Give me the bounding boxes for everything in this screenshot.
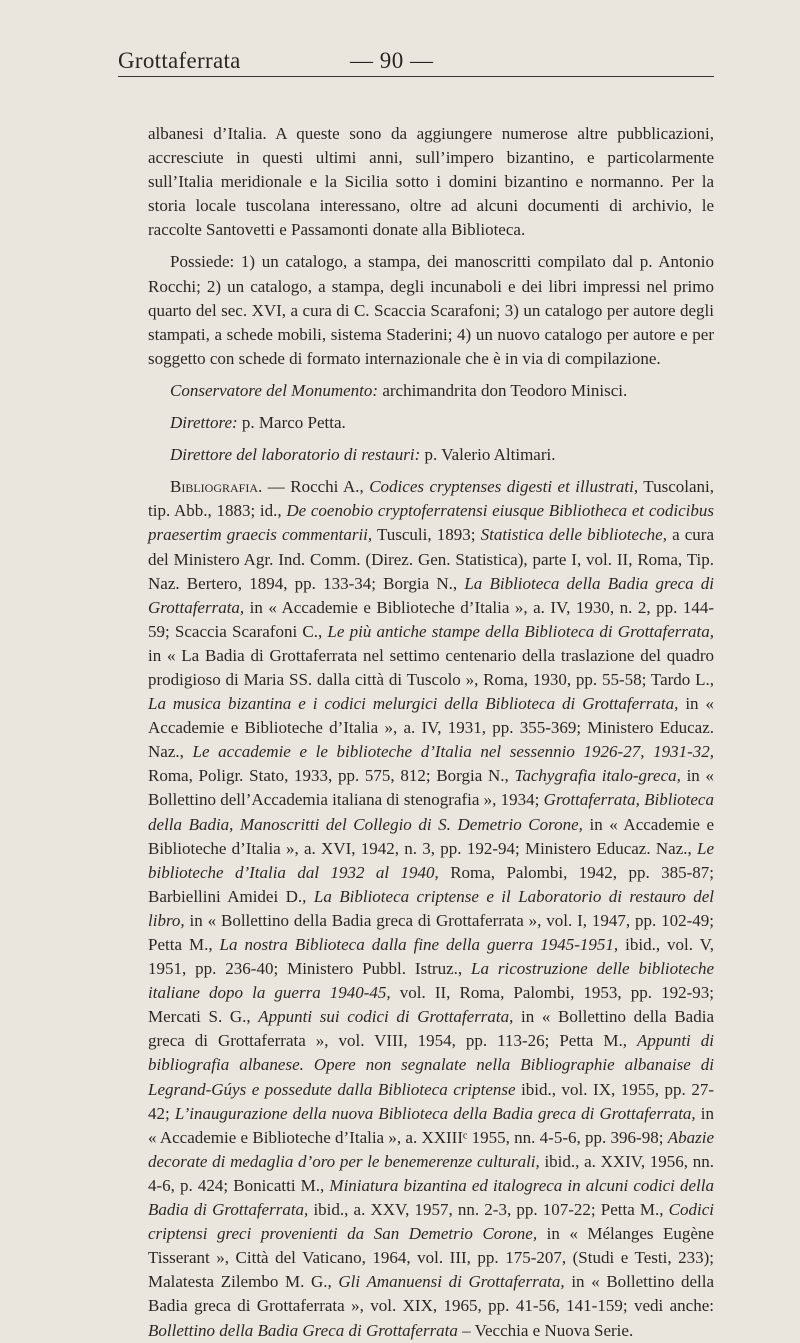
- bib-title: Bollettino della Badia Greca di Grottaferrata: [148, 1320, 458, 1340]
- bib-title: L’inaugurazione della nuova Biblioteca della Badia greca di Grottaferrata,: [174, 1103, 696, 1123]
- bib-seg: in « La Badia di Grottaferrata nel settimo centenario della traslazione del quadro prodigioso di Maria SS. dalla città di Tuscolo », Roma, 1930, pp. 55-58; Tardo L.,: [148, 645, 714, 689]
- conservatore-value: archimandrita don Teodoro Minisci.: [382, 380, 628, 400]
- bib-title: Appunti di bibliografia albanese. Opere non segnalate nella Bibliographie albanaise di Legrand-Gúys e possedute dalla Biblioteca criptense: [148, 1031, 714, 1099]
- bib-title: La nostra Biblioteca dalla fine della guerra 1945-1951,: [219, 935, 619, 954]
- body-text: [148, 122, 714, 1343]
- bib-title: Appunti sui codici di Grottaferrata,: [258, 1007, 514, 1027]
- bib-seg: in « Accademie e Biblioteche d’Italia », a. XXIIIᶜ 1955, nn. 4-5-6, pp. 396-98;: [148, 1103, 714, 1147]
- bib-seg: — Rocchi A.,: [262, 477, 370, 497]
- laboratorio-line: [148, 443, 714, 467]
- bib-seg: – Vecchia e Nuova Serie.: [457, 1320, 634, 1340]
- bib-seg: ibid., vol. IX, 1955, pp. 27-42;: [148, 1079, 714, 1123]
- bib-seg: ibid., vol. V, 1951, pp. 236-40; Ministero Pubbl. Istruz.,: [148, 935, 714, 979]
- bib-seg: Roma, Palombi, 1942, pp. 385-87; Barbiellini Amidei D.,: [148, 862, 714, 906]
- running-head: Grottaferrata: [118, 48, 241, 73]
- direttore-label: Direttore:: [170, 413, 238, 433]
- bib-seg: in « Accademie e Biblioteche d’Italia », a. XVI, 1942, n. 3, pp. 192-94; Ministero Educaz. Naz.,: [148, 814, 714, 858]
- bib-seg: in « Mélanges Eugène Tisserant », Città del Vaticano, 1964, vol. III, pp. 175-207, (Studi e Testi, 233); Malatesta Zilembo M. G.,: [148, 1224, 714, 1292]
- bib-title: Le accademie e le biblioteche d’Italia nel sessennio 1926-27, 1931-32,: [192, 742, 714, 762]
- bib-seg: a cura del Ministero Agr. Ind. Comm. (Direz. Gen. Statistica), parte I, vol. II, Roma, Tip. Naz. Bertero, 1894, pp. 133-34; Borgia N.,: [148, 525, 715, 593]
- bib-title: Abazie decorate di medaglia d’oro per le benemerenze culturali,: [148, 1127, 714, 1171]
- bib-title: Miniatura bizantina ed italogreca in alcuni codici della Badia di Grottaferrata,: [148, 1175, 715, 1220]
- laboratorio-value: p. Valerio Altimari.: [424, 445, 556, 465]
- bib-title: Le biblioteche d’Italia dal 1932 al 1940,: [148, 838, 714, 882]
- bib-title: La ricostruzione delle biblioteche italiane dopo la guerra 1940-45,: [148, 959, 714, 1003]
- bib-title: La Biblioteca della Badia greca di Grottaferrata,: [148, 573, 714, 617]
- paragraph-catalogs: Possiede: 1) un catalogo, a stampa, dei manoscritti compilato dal p. Antonio Rocchi; 2) un catalogo, a stampa, degli incunaboli e dei libri impressi nel primo quarto del sec. XVI, a cura di C. Scaccia Scarafoni; 3) un catalogo per autore degli stampati, a schede mobili, sistema Staderini; 4) un nuovo catalogo per autore e per soggetto con schede di formato internazionale che è in via di compilazione.: [148, 252, 714, 368]
- bib-seg: in « Bollettino dell’Accademia italiana di stenografia », 1934;: [148, 766, 715, 810]
- bib-title: Codices cryptenses digesti et illustrati,: [369, 477, 639, 497]
- bib-seg: in « Accademie e Biblioteche d’Italia », a. IV, 1931, pp. 355-369; Ministero Educaz. Naz.,: [148, 694, 714, 762]
- bibliography-paragraph: [148, 475, 714, 1342]
- bib-seg: vol. II, Roma, Palombi, 1953, pp. 192-93; Mercati S. G.,: [148, 983, 714, 1027]
- bib-seg: ibid., a. XXV, 1957, nn. 2-3, pp. 107-22; Petta M.,: [308, 1200, 669, 1220]
- bib-title: La Biblioteca criptense e il Laboratorio di restauro del libro,: [148, 886, 714, 930]
- bib-title: Gli Amanuensi di Grottaferrata,: [338, 1272, 565, 1292]
- bib-seg: in « Bollettino della Badia greca di Grottaferrata », vol. I, 1947, pp. 102-49; Petta M.,: [148, 910, 714, 954]
- bib-title: Tachygrafia italo-greca,: [514, 766, 681, 786]
- conservatore-label: Conservatore del Monumento:: [170, 380, 379, 400]
- bib-seg: ibid., a. XXIV, 1956, nn. 4-6, p. 424; Bonicatti M.,: [148, 1151, 714, 1195]
- bib-seg: Tusculi, 1893;: [372, 525, 481, 545]
- direttore-value: p. Marco Petta.: [241, 413, 346, 433]
- bib-seg: in « Bollettino della Badia greca di Grottaferrata », vol. VIII, 1954, pp. 113-26; Petta M.,: [148, 1007, 714, 1051]
- bib-seg: in « Bollettino della Badia greca di Grottaferrata », vol. XIX, 1965, pp. 41-56, 141-159; vedi anche:: [148, 1272, 715, 1316]
- conservatore-line: [148, 379, 714, 403]
- bib-title: Statistica delle biblioteche,: [480, 525, 667, 545]
- bibliography-heading: Bibliografia.: [170, 477, 263, 497]
- bib-title: Le più antiche stampe della Biblioteca di Grottaferrata,: [327, 621, 714, 641]
- bib-seg: in « Accademie e Biblioteche d’Italia », a. IV, 1930, n. 2, pp. 144-59; Scaccia Scarafoni C.,: [148, 597, 714, 641]
- bib-title: Grottaferrata, Biblioteca della Badia, Manoscritti del Collegio di S. Demetrio Corone,: [148, 790, 714, 834]
- paragraph-intro: albanesi d’Italia. A queste sono da aggiungere numerose altre pubblicazioni, accresciute in questi ultimi anni, sull’impero bizantino, e particolarmente sull’Italia meridionale e la Sicilia sotto i domini bizantino e normanno. Per la storia locale tuscolana interessano, oltre ad alcuni documenti di archivio, le raccolte Santovetti e Passamonti donate alla Biblioteca.: [148, 124, 714, 240]
- header-rule: [118, 76, 714, 77]
- laboratorio-label: Direttore del laboratorio di restauri:: [170, 445, 421, 465]
- bib-seg: Tuscolani, tip. Abb., 1883; id.,: [148, 477, 714, 521]
- bib-seg: Roma, Poligr. Stato, 1933, pp. 575, 812; Borgia N.,: [148, 766, 515, 786]
- direttore-line: [148, 411, 714, 435]
- page-number: — 90 —: [350, 48, 434, 73]
- bib-title: De coenobio cryptoferratensi eiusque Bibliotheca et codicibus praesertim graecis commentarii,: [148, 501, 714, 545]
- bib-title: Codici criptensi greci provenienti da San Demetrio Corone,: [148, 1200, 714, 1244]
- bib-title: La musica bizantina e i codici melurgici della Biblioteca di Grottaferrata,: [148, 694, 679, 714]
